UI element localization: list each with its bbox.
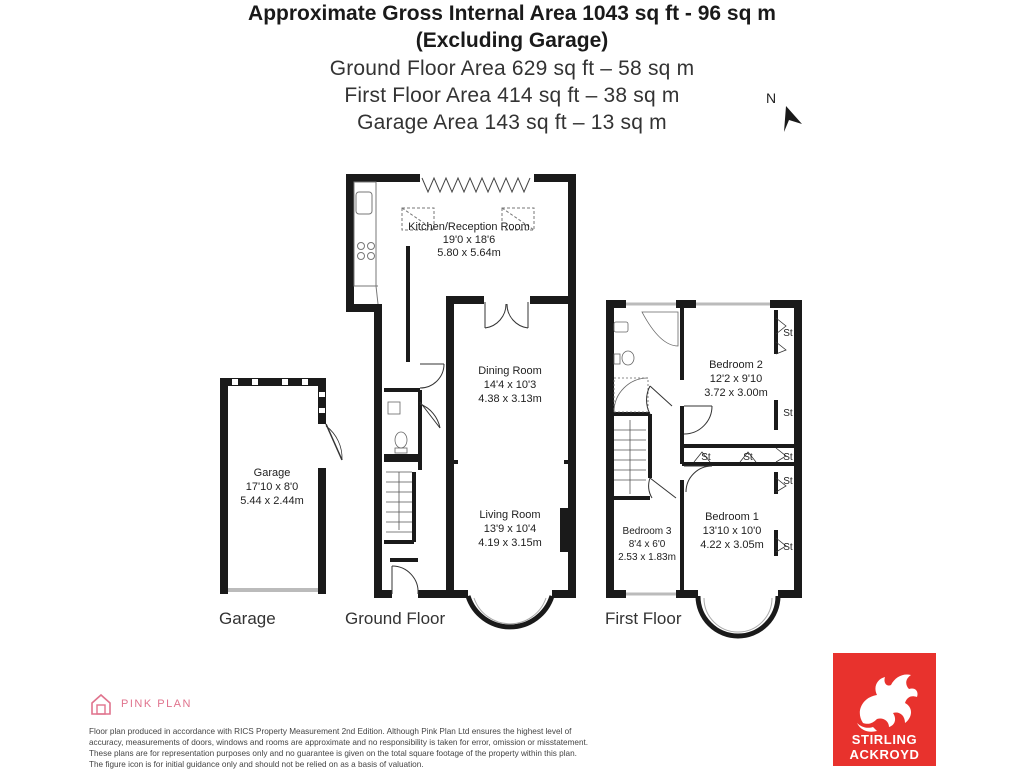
stirling-ackroyd-logo xyxy=(833,653,936,766)
bedroom3-imperial: 8'4 x 6'0 xyxy=(628,539,666,550)
storage-label: St xyxy=(783,452,793,463)
storage-label: St xyxy=(783,542,793,553)
section-garage-label: Garage xyxy=(219,609,276,628)
garage-imperial: 17'10 x 8'0 xyxy=(245,481,299,493)
garage-area: Garage Area 143 sq ft – 13 sq m xyxy=(357,111,667,134)
logo-line1: STIRLING xyxy=(851,732,918,747)
room-bedroom1 xyxy=(700,511,764,551)
storage-label: St xyxy=(783,408,793,419)
first-floor-area: First Floor Area 414 sq ft – 38 sq m xyxy=(344,84,680,107)
dining-imperial: 14'4 x 10'3 xyxy=(483,379,537,391)
first-floor-plan xyxy=(606,300,802,636)
dining-name: Dining Room xyxy=(478,365,542,377)
garage-metric: 5.44 x 2.44m xyxy=(240,495,304,507)
storage-label: St xyxy=(783,476,793,487)
bedroom2-metric: 3.72 x 3.00m xyxy=(704,387,768,399)
kitchen-imperial: 19'0 x 18'6 xyxy=(442,234,496,246)
living-imperial: 13'9 x 10'4 xyxy=(483,523,537,535)
griffin-icon xyxy=(833,657,936,737)
room-kitchen xyxy=(408,221,530,259)
storage-label: St xyxy=(743,452,753,463)
bedroom1-metric: 4.22 x 3.05m xyxy=(700,539,764,551)
storage-label: St xyxy=(701,452,711,463)
ground-floor-area: Ground Floor Area 629 sq ft – 58 sq m xyxy=(329,57,695,80)
living-metric: 4.19 x 3.15m xyxy=(478,537,542,549)
living-name: Living Room xyxy=(479,509,541,521)
bedroom2-imperial: 12'2 x 9'10 xyxy=(709,373,763,385)
room-bedroom3 xyxy=(618,526,676,563)
house-icon xyxy=(89,692,113,716)
kitchen-metric: 5.80 x 5.64m xyxy=(437,247,501,259)
bedroom2-name: Bedroom 2 xyxy=(709,359,763,371)
garage-name: Garage xyxy=(253,467,291,479)
section-first-floor-label: First Floor xyxy=(605,609,682,628)
storage-label: St xyxy=(783,328,793,339)
dining-metric: 4.38 x 3.13m xyxy=(478,393,542,405)
north-label: N xyxy=(766,90,777,106)
excluding-garage-note: (Excluding Garage) xyxy=(415,29,609,52)
bedroom3-metric: 2.53 x 1.83m xyxy=(618,552,676,563)
pink-plan-brand xyxy=(89,692,209,716)
bedroom1-imperial: 13'10 x 10'0 xyxy=(702,525,762,537)
pink-plan-name: PINK PLAN xyxy=(121,698,192,710)
bedroom1-name: Bedroom 1 xyxy=(705,511,759,523)
bedroom3-name: Bedroom 3 xyxy=(622,526,672,537)
room-garage xyxy=(240,467,304,507)
logo-line2: ACKROYD xyxy=(849,747,920,762)
section-ground-floor-label: Ground Floor xyxy=(345,609,446,628)
total-area-title: Approximate Gross Internal Area 1043 sq ft - 96 sq m xyxy=(248,2,776,25)
disclaimer-text: Floor plan produced in accordance with RICS Property Measurement 2nd Edition. Although Pink Plan Ltd ensures the highest level of accuracy, measurements of doors, windows and rooms are approximate and no responsibility is taken for error, omission or misstatement. These plans are for representation purposes only and no guarantee is given on the total square footage of the property within this plan. The figure icon is for initial guidance only and should not be relied on as a basis of valuation. xyxy=(89,727,589,769)
kitchen-name: Kitchen/Reception Room xyxy=(408,221,530,233)
room-living xyxy=(478,509,542,549)
room-bedroom2 xyxy=(704,359,768,399)
room-dining xyxy=(478,365,542,405)
